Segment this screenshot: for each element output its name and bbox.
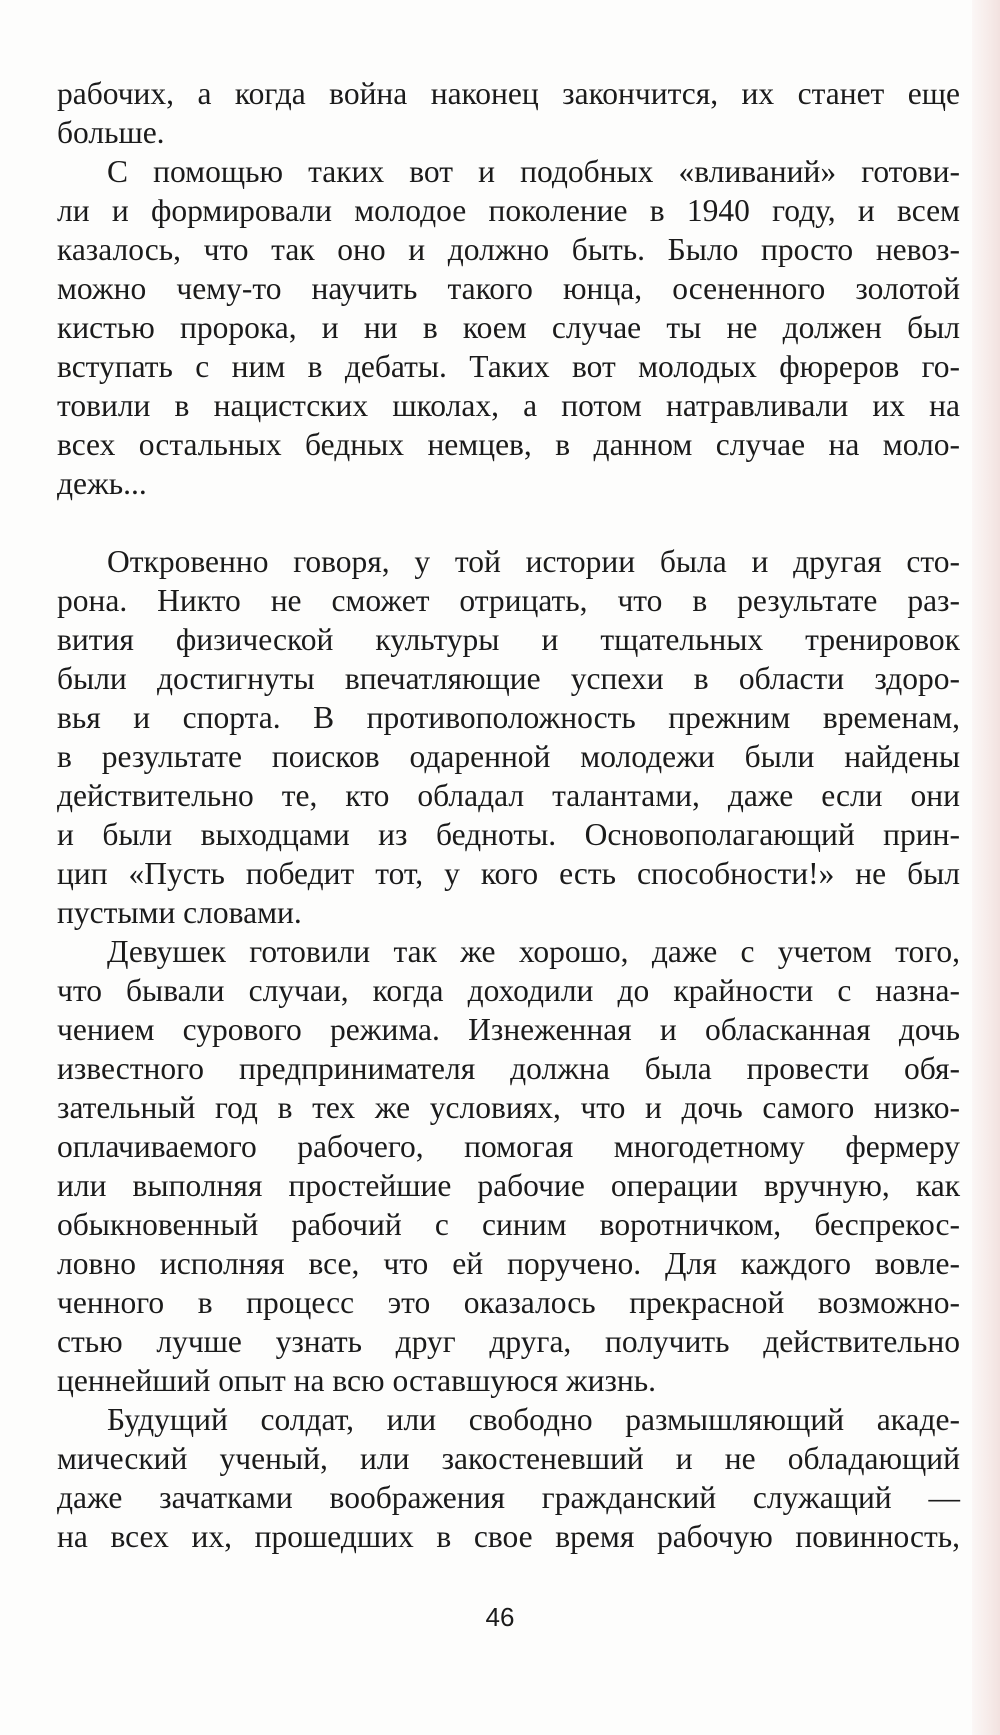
text-line: казалось, что так оно и должно быть. Было просто невоз- bbox=[57, 232, 960, 267]
text-line: вступать с ним в дебаты. Таких вот молодых фюреров го- bbox=[57, 349, 960, 384]
text-line: кистью пророка, и ни в коем случае ты не должен был bbox=[57, 310, 960, 345]
text-line: на всех их, прошедших в свое время рабочую повинность, bbox=[57, 1519, 960, 1554]
paragraph-1 bbox=[57, 74, 960, 152]
text-line: Будущий солдат, или свободно размышляющий акаде- bbox=[107, 1402, 960, 1437]
text-line: чением сурового режима. Изнеженная и обласканная дочь bbox=[57, 1012, 960, 1047]
text-line: Откровенно говоря, у той истории была и другая сто- bbox=[107, 544, 960, 579]
paragraph-5 bbox=[57, 1400, 960, 1556]
text-line: известного предпринимателя должна была провести обя- bbox=[57, 1051, 960, 1086]
text-line: товили в нацистских школах, а потом натравливали их на bbox=[57, 388, 960, 423]
body-text bbox=[57, 74, 960, 1556]
text-line: действительно те, кто обладал талантами, даже если они bbox=[57, 778, 960, 813]
text-line: вья и спорта. В противоположность прежним временам, bbox=[57, 700, 960, 735]
paragraph-2 bbox=[57, 152, 960, 503]
text-line: мический ученый, или закостеневший и не обладающий bbox=[57, 1441, 960, 1476]
text-line: рона. Никто не сможет отрицать, что в результате раз- bbox=[57, 583, 960, 618]
text-line: ценнейший опыт на всю оставшуюся жизнь. bbox=[57, 1363, 657, 1398]
text-line: можно чему-то научить такого юнца, осененного золотой bbox=[57, 271, 960, 306]
text-line: больше. bbox=[57, 115, 165, 150]
page-number: 46 bbox=[485, 1602, 515, 1632]
text-line: или выполняя простейшие рабочие операции вручную, как bbox=[57, 1168, 960, 1203]
text-line: дежь... bbox=[57, 466, 147, 501]
text-line: оплачиваемого рабочего, помогая многодетному фермеру bbox=[57, 1129, 960, 1164]
text-line: что бывали случаи, когда доходили до крайности с назна- bbox=[57, 973, 960, 1008]
text-line: ченного в процесс это оказалось прекрасной возможно- bbox=[57, 1285, 960, 1320]
paragraph-4 bbox=[57, 932, 960, 1400]
text-line: зательный год в тех же условиях, что и дочь самого низко- bbox=[57, 1090, 960, 1125]
text-line: Девушек готовили так же хорошо, даже с учетом того, bbox=[107, 934, 960, 969]
text-line: ли и формировали молодое поколение в 1940 году, и всем bbox=[57, 193, 960, 228]
page-edge-shadow bbox=[972, 0, 1000, 1735]
text-line: рабочих, а когда война наконец закончится, их станет еще bbox=[57, 76, 960, 111]
text-line: в результате поисков одаренной молодежи были найдены bbox=[57, 739, 960, 774]
text-line: и были выходцами из бедноты. Основополагающий прин- bbox=[57, 817, 960, 852]
text-line: ловно исполняя все, что ей поручено. Для каждого вовле- bbox=[57, 1246, 960, 1281]
text-line: всех остальных бедных немцев, в данном случае на моло- bbox=[57, 427, 960, 462]
text-line: даже зачатками воображения гражданский служащий — bbox=[57, 1480, 960, 1515]
paragraph-3 bbox=[57, 542, 960, 932]
text-line: цип «Пусть победит тот, у кого есть способности!» не был bbox=[57, 856, 960, 891]
text-line: вития физической культуры и тщательных тренировок bbox=[57, 622, 960, 657]
text-line: пустыми словами. bbox=[57, 895, 302, 930]
text-line: были достигнуты впечатляющие успехи в области здоро- bbox=[57, 661, 960, 696]
text-line: обыкновенный рабочий с синим воротничком, беспрекос- bbox=[57, 1207, 960, 1242]
text-line: стью лучше узнать друг друга, получить действительно bbox=[57, 1324, 960, 1359]
text-line: С помощью таких вот и подобных «вливаний» готови- bbox=[107, 154, 960, 189]
section-break bbox=[57, 503, 960, 542]
